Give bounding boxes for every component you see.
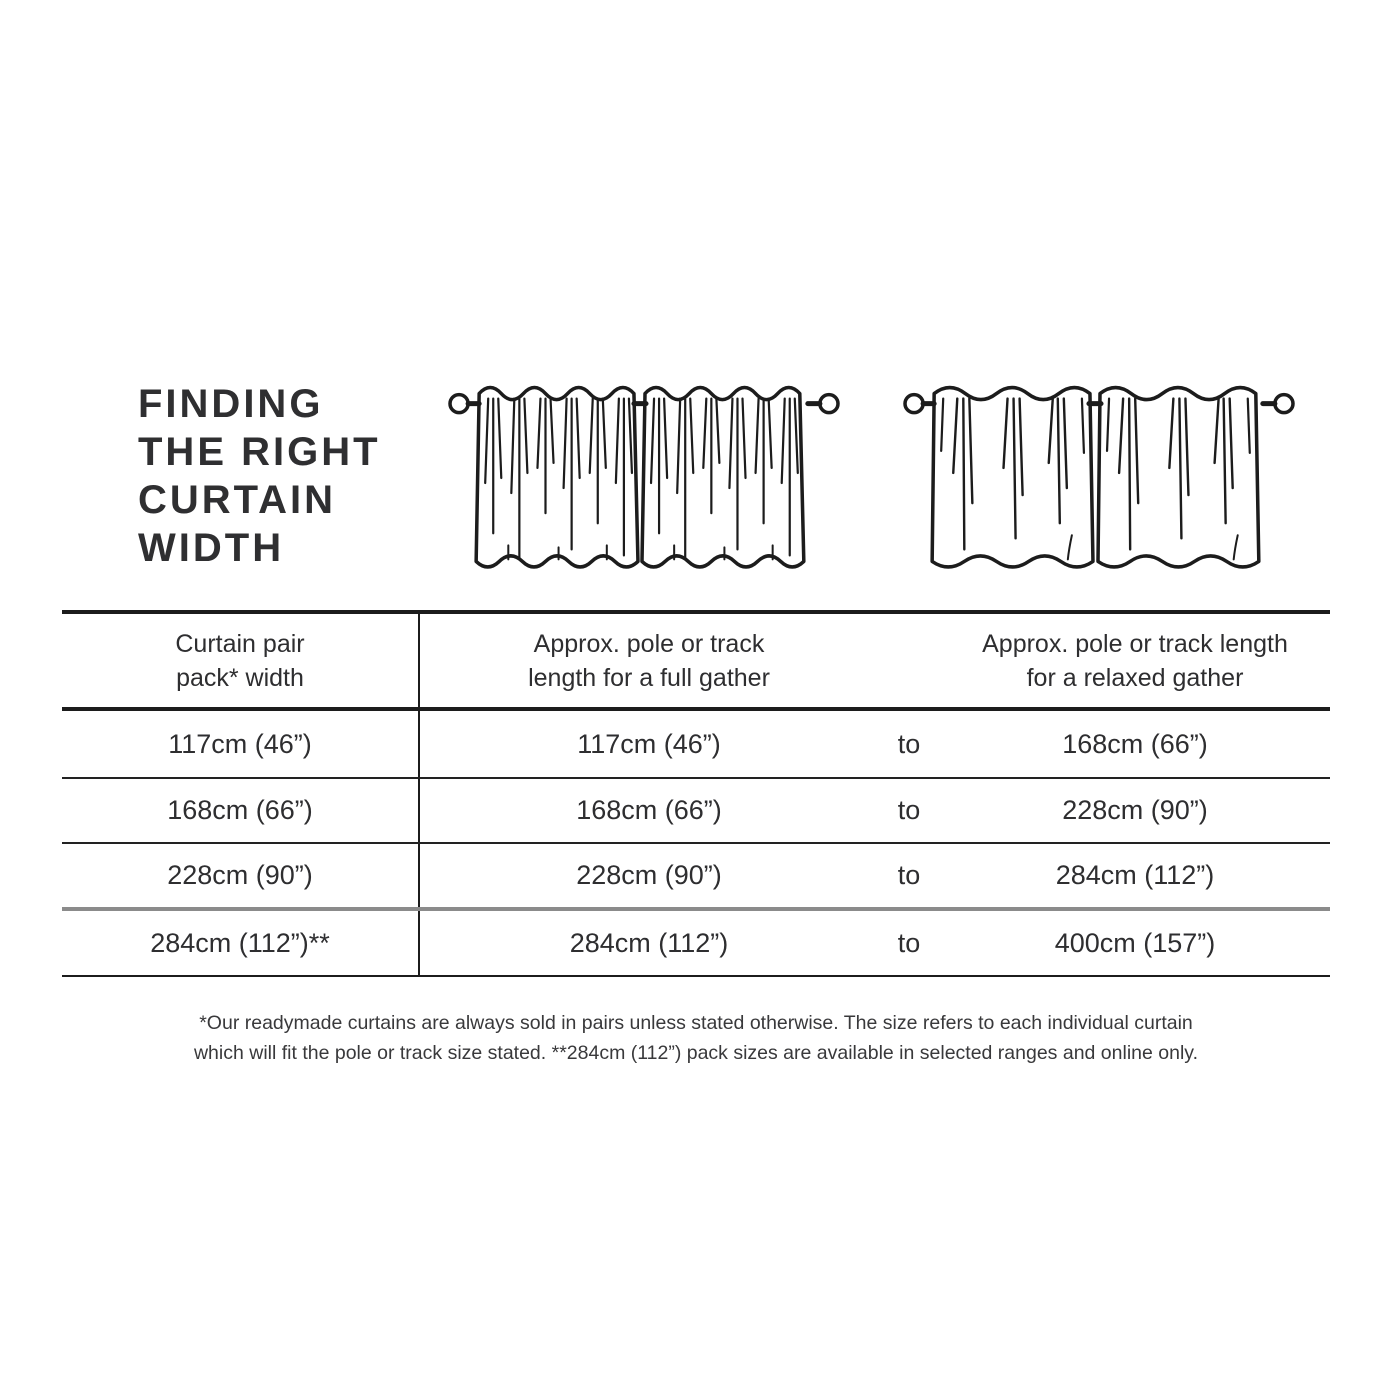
header-full-gather: Approx. pole or track length for a full gather: [528, 629, 770, 692]
curtain-full-gather-icon: [448, 372, 840, 584]
cell-full-gather: 284cm (112”): [569, 927, 729, 958]
cell-to: to: [897, 860, 921, 890]
header-pack-width: Curtain pair pack* width: [62, 614, 420, 707]
footnote-line: which will fit the pole or track size stated. **284cm (112”) pack sizes are available in selected ranges and online only.: [193, 1042, 1199, 1064]
page-title-line: THE RIGHT: [138, 430, 381, 474]
table-row: [62, 711, 1330, 779]
table-header-row: [62, 614, 1330, 711]
curtain-relaxed-gather-icon: [903, 372, 1295, 584]
table-row: [62, 911, 1330, 975]
footnote-line: *Our readymade curtains are always sold in pairs unless stated otherwise. The size refers to each individual curtain: [199, 1012, 1193, 1034]
cell-pack-width: 168cm (66”): [62, 779, 420, 842]
cell-pack-width: 228cm (90”): [62, 844, 420, 907]
cell-full-gather: 228cm (90”): [576, 860, 722, 890]
cell-full-gather: 168cm (66”): [576, 795, 722, 825]
header-spacer: [878, 614, 940, 707]
cell-pack-width: 284cm (112”)**: [62, 911, 420, 975]
page-title-line: FINDING: [138, 382, 324, 426]
cell-relaxed-gather: 400cm (157”): [1054, 927, 1216, 958]
cell-to: to: [897, 927, 921, 958]
footnote: [62, 1008, 1330, 1068]
size-table: [62, 610, 1330, 977]
table-row: [62, 844, 1330, 911]
cell-to: to: [897, 795, 921, 825]
cell-full-gather: 117cm (46”): [577, 728, 721, 759]
page-title-line: WIDTH: [138, 526, 285, 570]
cell-relaxed-gather: 228cm (90”): [1062, 795, 1208, 825]
cell-pack-width: 117cm (46”): [62, 711, 420, 777]
table-row: [62, 779, 1330, 844]
cell-relaxed-gather: 284cm (112”): [1055, 860, 1215, 890]
page-title: [138, 380, 381, 572]
cell-to: to: [897, 728, 921, 759]
page-title-line: CURTAIN: [138, 478, 337, 522]
header-relaxed-gather: Approx. pole or track length for a relaxed gather: [982, 629, 1288, 692]
cell-relaxed-gather: 168cm (66”): [1062, 728, 1208, 759]
